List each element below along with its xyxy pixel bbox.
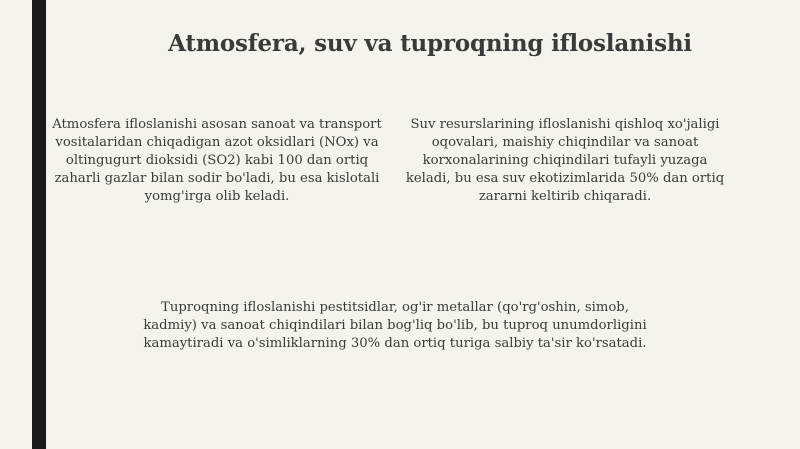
paragraph-air-pollution: Atmosfera ifloslanishi asosan sanoat va transport vositalaridan chiqadigan azot oksidlari (NOx) va oltingugurt dioksidi (SO2) kabi 100 dan ortiq zaharli gazlar bilan sodir bo'ladi, bu esa kislotali yomg'irga olib keladi. <box>52 117 382 204</box>
paragraph-soil-pollution: Tuproqning ifloslanishi pestitsidlar, og'ir metallar (qo'rg'oshin, simob, kadmiy) va sanoat chiqindilari bilan bog'liq bo'lib, bu tuproq unumdorligini kamaytiradi va o'simliklarning 30% dan ortiq turiga salbiy ta'sir ko'rsatadi. <box>143 300 647 351</box>
left-accent-bar <box>32 0 46 449</box>
slide-title: Atmosfera, suv va tuproqning ifloslanishi <box>168 30 692 57</box>
paragraph-water-pollution: Suv resurslarining ifloslanishi qishloq xo'jaligi oqovalari, maishiy chiqindilar va sanoat korxonalarining chiqindilari tufayli yuzaga keladi, bu esa suv ekotizimlarida 50% dan ortiq zararni keltirib chiqaradi. <box>405 117 725 204</box>
